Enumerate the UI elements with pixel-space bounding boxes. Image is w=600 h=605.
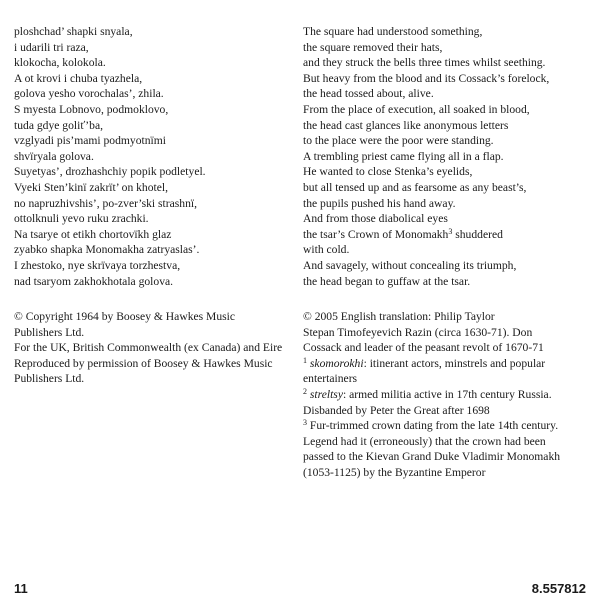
- verse-line: And from those diabolical eyes: [303, 212, 448, 226]
- verse-line: He wanted to close Stenka’s eyelids,: [303, 165, 473, 179]
- verse-line: the square removed their hats,: [303, 40, 443, 54]
- verse-line: with cold.: [303, 243, 350, 257]
- english-translation-verse: [303, 24, 593, 289]
- verse-line: to the place were the poor were standing.: [303, 134, 494, 148]
- footnote-1-cont: entertainers: [303, 372, 358, 386]
- verse-line: Vyeki Sten’kinï zakrït’ on khotel,: [14, 180, 169, 194]
- verse-line: From the place of execution, all soaked in blood,: [303, 102, 530, 116]
- footnote-2: $^2$ streltsy: armed militia active in 17th century Russia.: [303, 387, 552, 402]
- verse-line: S myesta Lobnovo, podmoklovo,: [14, 102, 169, 116]
- verse-line: the head tossed about, alive.: [303, 87, 434, 101]
- catalog-number: 8.557812: [531, 581, 586, 596]
- footnote-ref-3: 3: [448, 226, 453, 236]
- copyright-line: Publishers Ltd.: [14, 325, 85, 339]
- footnote-3: $^3$ Fur-trimmed crown dating from the late 14th century.: [303, 418, 559, 433]
- note-razin: Cossack and leader of the peasant revolt of 1670-71: [303, 341, 544, 355]
- copyright-line: Reproduced by permission of Boosey & Hawkes Music: [14, 356, 273, 370]
- verse-line: ottolknuli yevo ruku zrachki.: [14, 212, 149, 226]
- verse-line: A trembling priest came flying all in a flap.: [303, 149, 504, 163]
- left-column: [14, 24, 284, 387]
- verse-line: the pupils pushed his hand away.: [303, 196, 456, 210]
- verse-line: shvïryala golova.: [14, 149, 94, 163]
- verse-line: A ot krovi i chuba tyazhela,: [14, 71, 143, 85]
- footnote-1: $^1$ skomorokhi: itinerant actors, minstrels and popular: [303, 355, 546, 370]
- translation-notes: [303, 309, 593, 481]
- verse-line: And savagely, without concealing its triumph,: [303, 258, 517, 272]
- verse-line: the head cast glances like anonymous letters: [303, 118, 509, 132]
- verse-line: no napruzhivshis’, po-zver’ski strashnï,: [14, 196, 197, 210]
- verse-line: klokocha, kolokola.: [14, 56, 106, 70]
- footnote-3-cont: Legend had it (erroneously) that the crown had been: [303, 434, 546, 448]
- verse-line: and they struck the bells three times whilst seething.: [303, 56, 546, 70]
- verse-line: I zhestoko, nye skrïvaya torzhestva,: [14, 258, 181, 272]
- verse-line: Suyetyas’, drozhashchiy popik podletyel.: [14, 165, 206, 179]
- note-razin: Stepan Timofeyevich Razin (circa 1630-71). Don: [303, 325, 533, 339]
- verse-line: The square had understood something,: [303, 25, 483, 38]
- verse-line: zyabko shapka Monomakha zatryaslas’.: [14, 243, 200, 257]
- footnote-3-cont: passed to the Kievan Grand Duke Vladimir Monomakh: [303, 450, 561, 464]
- verse-line: Na tsarye ot etikh chortovïkh glaz: [14, 227, 172, 241]
- verse-line: nad tsaryom zakhokhotala golova.: [14, 274, 174, 288]
- verse-line: but all tensed up and as fearsome as any beast’s,: [303, 180, 527, 194]
- verse-line: golova yesho vorochalas’, zhila.: [14, 87, 164, 101]
- verse-line: i udarili tri raza,: [14, 40, 89, 54]
- footnote-2-cont: Disbanded by Peter the Great after 1698: [303, 403, 490, 417]
- page-number: 11: [14, 581, 28, 596]
- footnote-3-cont: (1053-1125) by the Byzantine Emperor: [303, 466, 486, 480]
- verse-line: ploshchad’ shapki snyala,: [14, 25, 133, 38]
- copyright-line: © Copyright 1964 by Boosey & Hawkes Music: [14, 310, 236, 324]
- copyright-notice: [14, 309, 284, 387]
- verse-line: vzglyadi pis’mami podmyotnïmi: [14, 134, 166, 148]
- verse-line: tuda gdye goliť’ba,: [14, 118, 103, 132]
- copyright-line: For the UK, British Commonwealth (ex Canada) and Eire: [14, 341, 283, 355]
- right-column: [303, 24, 593, 481]
- russian-transliterated-verse: [14, 24, 284, 289]
- verse-line: the head began to guffaw at the tsar.: [303, 274, 471, 288]
- verse-line-crown: the tsar’s Crown of Monomakh$^3$ shuddered: [303, 226, 503, 241]
- verse-line: But heavy from the blood and its Cossack’s forelock,: [303, 71, 550, 85]
- copyright-line: Publishers Ltd.: [14, 372, 85, 386]
- translation-credit: © 2005 English translation: Philip Taylor: [303, 310, 495, 324]
